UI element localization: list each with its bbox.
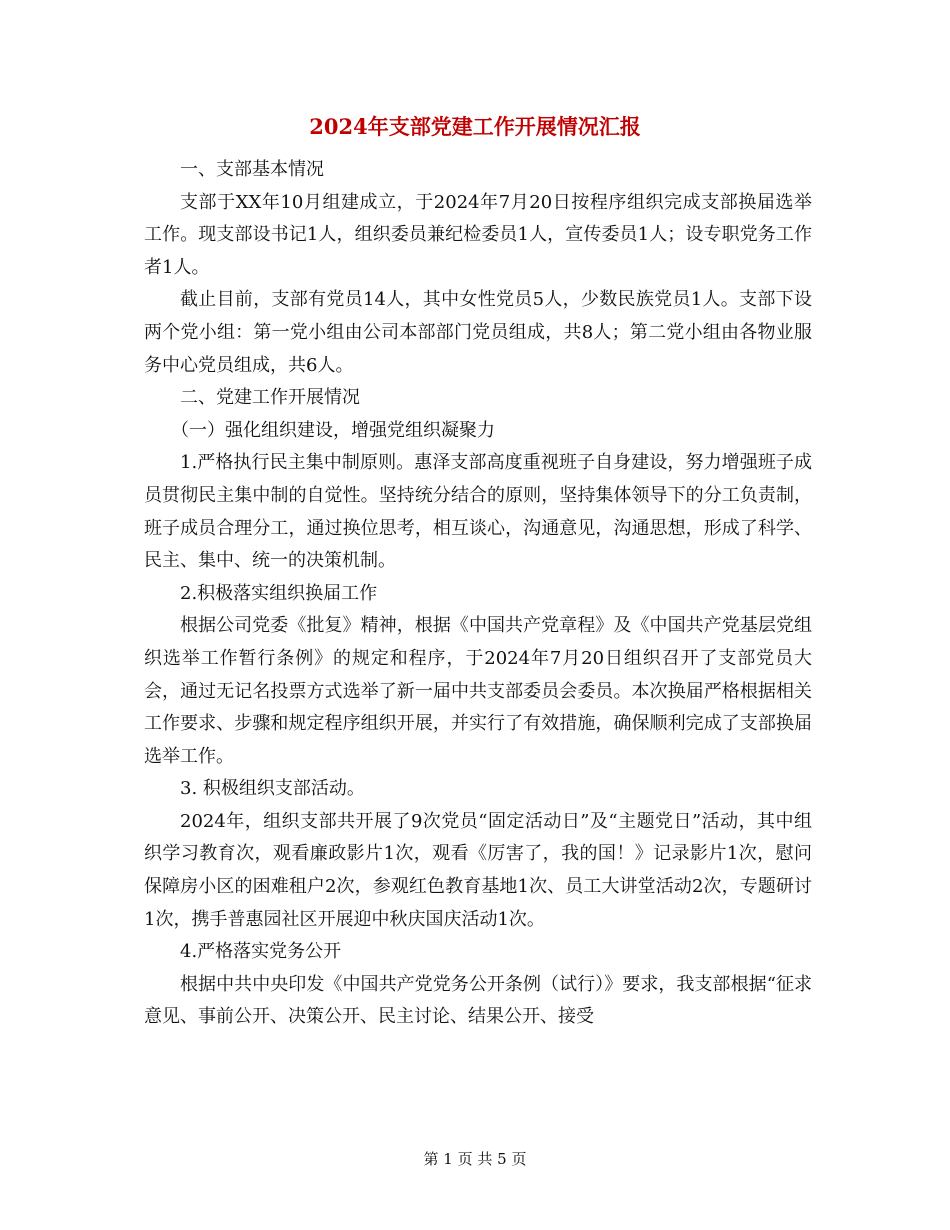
document-body [144,154,812,1034]
item-heading: 3. 积极组织支部活动。 [180,778,365,800]
paragraph: 2024年，组织支部共开展了9次党员“固定活动日”及“主题党日”活动，其中组织学习教育次，观看廉政影片1次，观看《厉害了，我的国！》记录影片1次，慰问保障房小区的困难租户2次，参观红色教育基地1次、员工大讲堂活动2次，专题研讨1次，携手普惠园社区开展迎中秋庆国庆活动1次。 [144,810,812,930]
item-heading: 2.积极落实组织换届工作 [180,582,378,604]
paragraph: 根据公司党委《批复》精神，根据《中国共产党章程》及《中国共产党基层党组织选举工作暂行条例》的规定和程序，于2024年7月20日组织召开了支部党员大会，通过无记名投票方式选举了新一届中共支部委员会委员。本次换届严格根据相关工作要求、步骤和规定程序组织开展，并实行了有效措施，确保顺利完成了支部换届选举工作。 [144,615,812,767]
item-heading: 4.严格落实党务公开 [180,941,342,963]
paragraph: 根据中共中央印发《中国共产党党务公开条例（试行）》要求，我支部根据“征求意见、事前公开、决策公开、民主讨论、结果公开、接受 [144,973,812,1028]
paragraph: 截止目前，支部有党员14人，其中女性党员5人，少数民族党员1人。支部下设两个党小组：第一党小组由公司本部部门党员组成，共8人；第二党小组由各物业服务中心党员组成，共6人。 [144,289,812,376]
paragraph: 1.严格执行民主集中制原则。惠泽支部高度重视班子自身建设，努力增强班子成员贯彻民主集中制的自觉性。坚持统分结合的原则，坚持集体领导下的分工负责制，班子成员合理分工，通过换位思考，相互谈心，沟通意见，沟通思想，形成了科学、民主、集中、统一的决策机制。 [144,452,812,572]
page-footer: 第 1 页 共 5 页 [423,1150,527,1168]
document-title: 2024年支部党建工作开展情况汇报 [309,114,641,139]
section-heading: 二、党建工作开展情况 [180,387,360,409]
paragraph: 支部于XX年10月组建成立，于2024年7月20日按程序组织完成支部换届选举工作。现支部设书记1人，组织委员兼纪检委员1人，宣传委员1人；设专职党务工作者1人。 [144,191,812,278]
subsection-heading: （一）强化组织建设，增强党组织凝聚力 [171,419,495,441]
section-heading: 一、支部基本情况 [180,159,324,180]
